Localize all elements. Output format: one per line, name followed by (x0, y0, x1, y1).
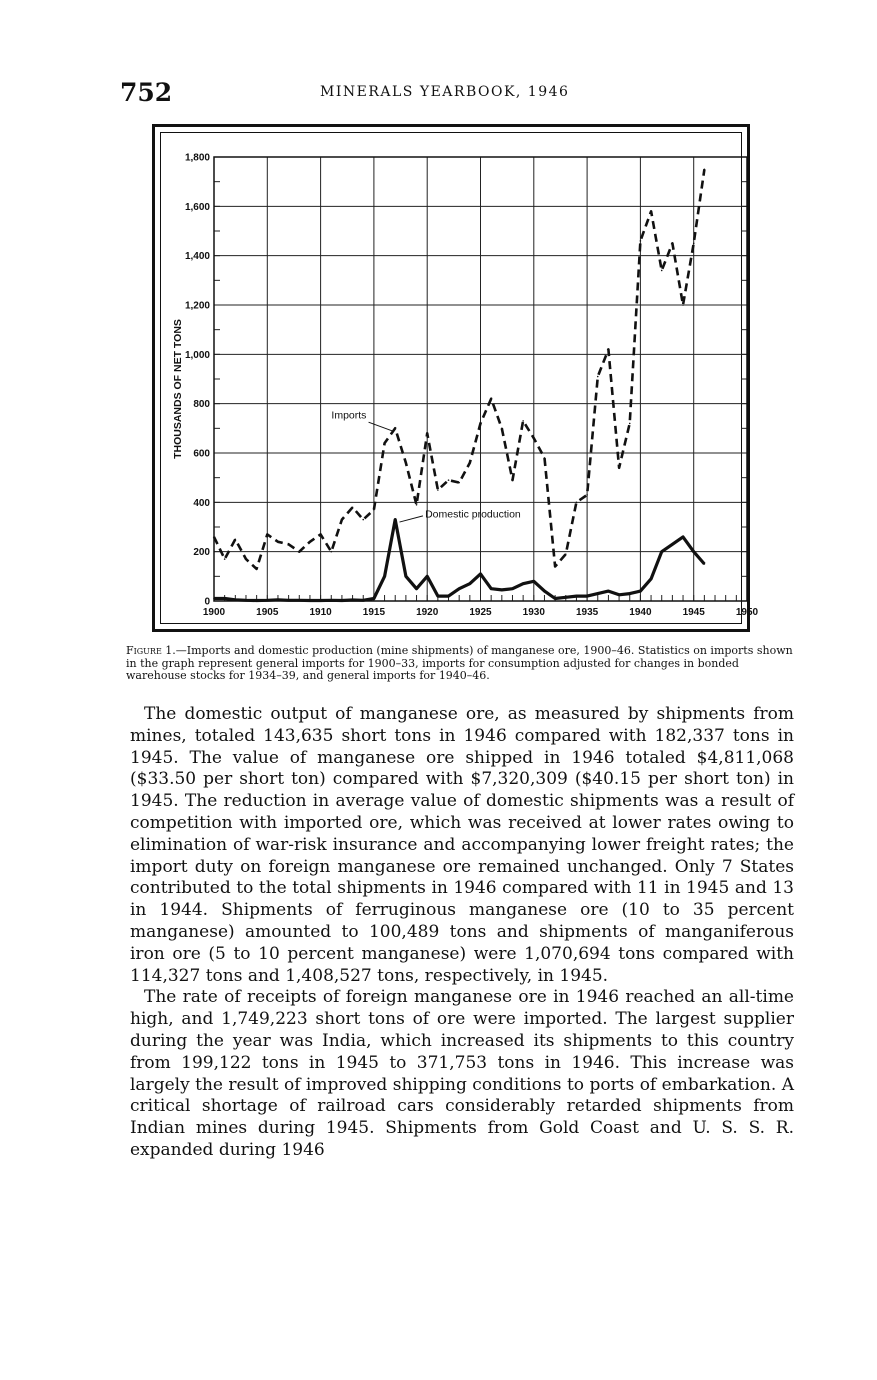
data-point-domestic-production (522, 583, 524, 585)
x-tick-label: 1925 (469, 607, 492, 618)
data-point-domestic-production (437, 595, 439, 597)
y-tick-label: 1,400 (184, 251, 210, 263)
data-point-imports (629, 423, 631, 425)
data-point-imports (341, 519, 343, 521)
x-tick-label: 1945 (682, 607, 705, 618)
data-point-imports (362, 519, 364, 521)
data-point-domestic-production (277, 599, 279, 601)
data-point-imports (640, 240, 642, 242)
data-point-imports (235, 539, 237, 541)
data-point-imports (608, 349, 610, 351)
data-point-imports (277, 541, 279, 543)
figure-caption (126, 645, 796, 683)
data-point-imports (661, 270, 663, 272)
data-point-imports (330, 551, 332, 553)
data-point-domestic-production (458, 588, 460, 590)
data-point-domestic-production (320, 600, 322, 602)
x-tick-label: 1910 (309, 607, 332, 618)
data-point-domestic-production (480, 573, 482, 575)
data-point-imports (533, 437, 535, 439)
data-point-imports (480, 423, 482, 425)
data-point-imports (586, 494, 588, 496)
running-head: MINERALS YEARBOOK, 1946 (320, 84, 570, 100)
data-point-domestic-production (597, 593, 599, 595)
data-point-imports (437, 489, 439, 491)
data-point-domestic-production (576, 595, 578, 597)
data-point-imports (704, 169, 706, 171)
data-point-imports (416, 504, 418, 506)
y-tick-label: 200 (193, 547, 210, 559)
data-point-imports (618, 467, 620, 469)
data-point-domestic-production (256, 600, 258, 602)
data-point-domestic-production (416, 588, 418, 590)
data-point-imports (309, 541, 311, 543)
data-point-domestic-production (298, 599, 300, 601)
data-point-domestic-production (704, 563, 706, 565)
data-point-domestic-production (608, 590, 610, 592)
y-axis-label: THOUSANDS OF NET TONS (172, 319, 184, 459)
y-tick-label: 1,000 (184, 349, 210, 361)
data-point-domestic-production (235, 599, 237, 601)
data-point-domestic-production (672, 543, 674, 545)
y-tick-label: 1,600 (184, 201, 210, 213)
data-point-domestic-production (586, 595, 588, 597)
data-point-imports (245, 558, 247, 560)
data-point-imports (320, 534, 322, 536)
data-point-domestic-production (533, 580, 535, 582)
paragraph-domestic-output: The domestic output of manganese ore, as measured by shipments from mines, totaled 143,635 short tons in 1946 compared with 182,337 tons in 1945. The value of manganese ore shipped in 1946 totaled $4,811,068 ($33.50 per short ton) compared with $7,320,309 ($40.15 per short ton) in 1945. The reduction in average value of domestic shipments was a result of competition with imported ore, which was received at lower rates owing to elimination of war-risk insurance and accompanying lower freight rates; the import duty on foreign manganese ore remained unchanged. Only 7 States contributed to the total shipments in 1946 compared with 11 in 1945 and 13 in 1944. Shipments of ferruginous manganese ore (10 to 35 percent manganese) amounted to 100,489 tons and shipments of manganiferous iron ore (5 to 10 percent manganese) were 1,070,694 tons compared with 114,327 tons and 1,408,527 tons, respectively, in 1945. (130, 704, 794, 986)
data-point-imports (384, 442, 386, 444)
x-tick-label: 1900 (202, 607, 226, 618)
y-tick-label: 800 (193, 399, 210, 411)
data-point-imports (544, 457, 546, 459)
y-tick-label: 600 (193, 448, 210, 460)
data-point-imports (298, 551, 300, 553)
data-point-imports (512, 479, 514, 481)
data-point-domestic-production (362, 599, 364, 601)
data-point-domestic-production (330, 599, 332, 601)
page-header (0, 78, 877, 108)
data-point-imports (522, 420, 524, 422)
data-point-domestic-production (341, 600, 343, 602)
data-point-domestic-production (682, 536, 684, 538)
x-tick-label: 1915 (362, 607, 386, 618)
chart-labels (172, 153, 759, 619)
data-point-imports (448, 479, 450, 481)
data-point-imports (597, 376, 599, 378)
chart-grid (214, 157, 747, 601)
data-point-imports (352, 506, 354, 508)
data-point-imports (373, 509, 375, 511)
data-point-imports (565, 553, 567, 555)
annotation-domestic-production: Domestic production (425, 508, 521, 521)
data-point-domestic-production (352, 599, 354, 601)
data-point-domestic-production (288, 599, 290, 601)
x-tick-label: 1940 (629, 607, 652, 618)
data-point-domestic-production (448, 595, 450, 597)
data-point-imports (469, 462, 471, 464)
figure-caption-label: Figure 1. (126, 644, 176, 657)
data-point-domestic-production (426, 576, 428, 578)
y-tick-label: 400 (193, 497, 210, 509)
data-point-imports (405, 462, 407, 464)
data-point-domestic-production (373, 598, 375, 600)
data-point-domestic-production (565, 597, 567, 599)
data-point-domestic-production (224, 598, 226, 600)
data-point-domestic-production (267, 599, 269, 601)
data-point-domestic-production (245, 599, 247, 601)
data-point-domestic-production (405, 576, 407, 578)
paragraph-foreign-receipts: The rate of receipts of foreign manganese ore in 1946 reached an all-time high, and 1,749,223 short tons of ore were imported. The largest supplier during the year was India, which increased its shipments to this country from 199,122 tons in 1945 to 371,753 tons in 1946. This increase was largely the result of improved shipping conditions to ports of embarkation. A critical shortage of railroad cars considerably retarded shipments from Indian mines during 1945. Shipments from Gold Coast and U. S. S. R. expanded during 1946 (130, 987, 794, 1160)
data-point-domestic-production (309, 600, 311, 602)
figure-caption-text: —Imports and domestic production (mine shipments) of manganese ore, 1900–46. Statistics on imports shown in the graph represent general imports for 1900–33, imports for consumption adjusted for changes in bonded warehouse stocks for 1934–39, and general imports for 1940–46. (126, 644, 793, 682)
data-point-imports (576, 502, 578, 504)
data-point-imports (426, 432, 428, 434)
x-tick-label: 1920 (416, 607, 439, 618)
y-tick-label: 1,800 (184, 152, 210, 164)
data-point-imports (501, 428, 503, 430)
x-tick-label: 1935 (575, 607, 599, 618)
data-point-domestic-production (629, 593, 631, 595)
body-text (130, 704, 794, 1162)
data-point-imports (213, 536, 215, 538)
annotation-imports-leader (369, 422, 392, 431)
data-point-domestic-production (213, 598, 215, 600)
data-point-imports (672, 243, 674, 245)
data-point-domestic-production (554, 598, 556, 600)
data-point-imports (490, 398, 492, 400)
data-point-imports (267, 534, 269, 536)
chart-series (213, 169, 705, 602)
data-point-imports (693, 243, 695, 245)
data-point-domestic-production (501, 589, 503, 591)
x-tick-label: 1950 (735, 607, 759, 618)
data-point-domestic-production (640, 590, 642, 592)
data-point-domestic-production (661, 551, 663, 553)
data-point-imports (650, 210, 652, 212)
data-point-domestic-production (512, 588, 514, 590)
data-point-domestic-production (384, 576, 386, 578)
data-point-domestic-production (469, 583, 471, 585)
data-point-imports (288, 543, 290, 545)
data-point-domestic-production (490, 588, 492, 590)
page-number: 752 (120, 78, 173, 107)
x-tick-label: 1930 (522, 607, 545, 618)
data-point-imports (458, 482, 460, 484)
annotation-domestic-leader (399, 516, 422, 522)
data-point-domestic-production (693, 551, 695, 553)
x-tick-label: 1905 (256, 607, 279, 618)
data-point-imports (256, 568, 258, 570)
data-point-imports (394, 428, 396, 430)
data-point-domestic-production (650, 578, 652, 580)
data-point-domestic-production (394, 519, 396, 521)
data-point-imports (224, 558, 226, 560)
data-point-imports (682, 304, 684, 306)
data-point-imports (554, 566, 556, 568)
data-point-domestic-production (544, 590, 546, 592)
data-point-domestic-production (618, 594, 620, 596)
manganese-chart (152, 124, 759, 632)
annotation-imports: Imports (331, 409, 367, 422)
y-tick-label: 0 (204, 596, 210, 608)
y-tick-label: 1,200 (184, 300, 210, 312)
